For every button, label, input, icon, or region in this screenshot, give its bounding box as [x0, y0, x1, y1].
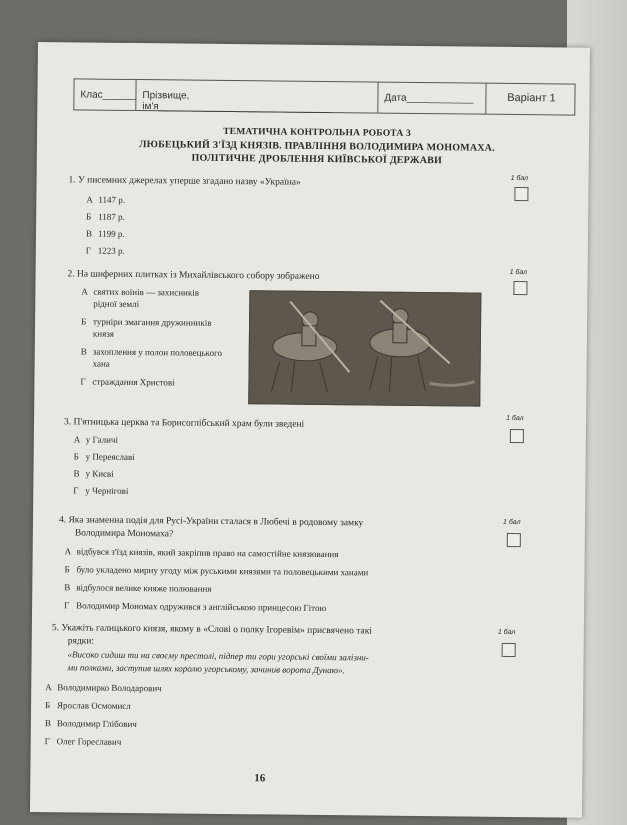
option-letter: В	[64, 582, 71, 593]
question-text: На шиферних плитках із Михайлівського собору зображено	[77, 269, 320, 282]
option-text: 1223 р.	[97, 245, 125, 256]
score-label: 1 бал	[509, 268, 528, 277]
date-field[interactable]: Дата____________	[378, 83, 486, 114]
option-letter: А	[45, 682, 52, 693]
option-text: 1199 р.	[97, 228, 125, 239]
title-line-1: ТЕМАТИЧНА КОНТРОЛЬНА РОБОТА 3	[223, 126, 412, 139]
option-v[interactable]	[81, 346, 222, 357]
question-2	[67, 268, 487, 285]
student-info-header	[73, 78, 575, 115]
option-b[interactable]	[81, 316, 212, 327]
option-v-cont: хана	[92, 358, 110, 369]
option-text: Володимир Глібович	[56, 718, 137, 730]
question-number: 1.	[68, 175, 76, 186]
option-letter: Г	[73, 485, 79, 496]
quote-line-2: ми полками, заступив шлях королю угорському, зачинив ворота Дунаю».	[67, 662, 345, 676]
answer-checkbox[interactable]	[510, 429, 524, 443]
option-text: у Києві	[85, 468, 114, 479]
question-text-cont: рядки:	[67, 636, 95, 647]
question-number: 4.	[58, 515, 67, 526]
option-letter: А	[73, 434, 81, 445]
option-a[interactable]	[45, 682, 162, 693]
option-letter: Б	[81, 316, 87, 327]
option-letter: В	[44, 718, 51, 729]
option-text: турніри змагання дружинників	[93, 316, 212, 328]
option-b[interactable]	[64, 564, 368, 577]
option-g[interactable]	[73, 485, 128, 496]
option-text: захоплення у полон половецького	[92, 346, 223, 358]
page-number: 16	[254, 772, 266, 785]
option-a[interactable]	[81, 286, 199, 297]
option-g[interactable]	[45, 736, 122, 747]
option-v[interactable]	[64, 582, 211, 594]
option-v[interactable]	[45, 718, 137, 729]
option-b-cont: князя	[92, 328, 115, 339]
option-a[interactable]	[74, 434, 118, 444]
option-letter: В	[73, 468, 80, 479]
title-line-3: ПОЛІТИЧНЕ ДРОБЛЕННЯ КИЇВСЬКОЇ ДЕРЖАВИ	[191, 152, 443, 167]
name-field[interactable]: Прізвище, ім'я_______________________________	[136, 80, 378, 113]
option-g[interactable]	[86, 246, 125, 256]
worksheet-page	[30, 42, 590, 818]
answer-checkbox[interactable]	[514, 187, 528, 201]
variant-label: Варіант 1	[507, 91, 556, 105]
question-number: 5.	[51, 623, 60, 634]
test-title	[97, 125, 537, 169]
option-g[interactable]	[80, 376, 174, 387]
relief-figures	[249, 291, 480, 405]
option-v[interactable]	[73, 468, 113, 478]
question-1	[68, 174, 488, 191]
question-text-cont: Володимира Мономаха?	[74, 528, 174, 540]
date-label: Дата	[384, 92, 407, 104]
score-label: 1 бал	[497, 628, 516, 637]
option-letter: Г	[44, 736, 50, 747]
option-text: у Галичі	[85, 434, 119, 445]
option-v[interactable]	[86, 229, 125, 239]
option-letter: В	[85, 228, 93, 239]
option-letter: Г	[85, 245, 92, 256]
option-text: 1147 р.	[98, 194, 126, 205]
option-text: відбулося велике княже полювання	[76, 582, 212, 594]
option-a[interactable]	[86, 195, 125, 205]
option-g[interactable]	[64, 600, 326, 613]
question-number: 3.	[63, 417, 72, 428]
answer-checkbox[interactable]	[502, 643, 516, 657]
option-letter: А	[81, 286, 88, 297]
option-letter: А	[86, 194, 93, 205]
option-b[interactable]	[86, 212, 125, 222]
score-label: 1 бал	[502, 518, 521, 527]
title-line-2: ЛЮБЕЦЬКИЙ З'ЇЗД КНЯЗІВ. ПРАВЛІННЯ ВОЛОДИМИРА МОНОМАХА.	[138, 139, 495, 154]
question-text: Яка знаменна подія для Русі-України сталася в Любечі в родовому замку	[68, 515, 364, 529]
option-text: у Переяславі	[85, 451, 135, 463]
option-letter: Б	[86, 211, 92, 222]
question-4	[59, 514, 499, 545]
answer-checkbox[interactable]	[513, 281, 527, 295]
quote-line-1: «Високо сидиш ти на своєму престолі, підпер ти гори угорські своїми залізни-	[67, 649, 369, 663]
option-letter: Г	[64, 600, 70, 611]
option-text: у Чернігові	[85, 485, 129, 496]
score-label: 1 бал	[510, 174, 529, 183]
slate-relief-image	[248, 290, 481, 406]
option-letter: Г	[80, 376, 86, 387]
option-text: Ярослав Осмомисл	[57, 700, 131, 712]
question-text: П'ятницька церква та Борисоглібський храм були зведені	[73, 417, 305, 430]
option-letter: А	[64, 546, 72, 557]
answer-checkbox[interactable]	[507, 533, 521, 547]
option-text: 1187 р.	[98, 211, 125, 222]
option-a[interactable]	[65, 546, 339, 559]
option-text: Олег Гореславич	[56, 736, 122, 747]
option-b[interactable]	[74, 451, 135, 462]
option-b[interactable]	[45, 700, 131, 711]
option-letter: Б	[64, 564, 70, 575]
question-text: Укажіть галицького князя, якому в «Слові о полку Ігоревім» присвячено такі	[61, 623, 373, 637]
option-text: Володимирко Володарович	[57, 682, 162, 694]
option-letter: Б	[73, 451, 79, 462]
option-letter: В	[80, 346, 87, 357]
question-3	[64, 416, 484, 433]
class-field[interactable]: Клас______	[74, 79, 136, 110]
option-a-cont: рідної землі	[93, 298, 140, 310]
option-text: страждання Христові	[92, 376, 175, 388]
option-text: було укладено мирну угоду між руськими князями та половецькими ханами	[76, 564, 369, 578]
question-text: У писемних джерелах уперше згадано назву «Україна»	[78, 175, 301, 188]
option-text: святих воїнів — захисників	[93, 286, 200, 298]
option-letter: Б	[45, 700, 51, 711]
question-number: 2.	[67, 269, 75, 280]
class-label: Клас	[80, 89, 103, 101]
score-label: 1 бал	[506, 414, 524, 423]
option-text: відбувся з'їзд князів, який закріпив право на самостійне князювання	[76, 546, 339, 560]
option-text: Володимир Мономах одружився з англійською принцесою Гітою	[76, 600, 327, 614]
name-label: Прізвище, ім'я	[142, 90, 190, 113]
